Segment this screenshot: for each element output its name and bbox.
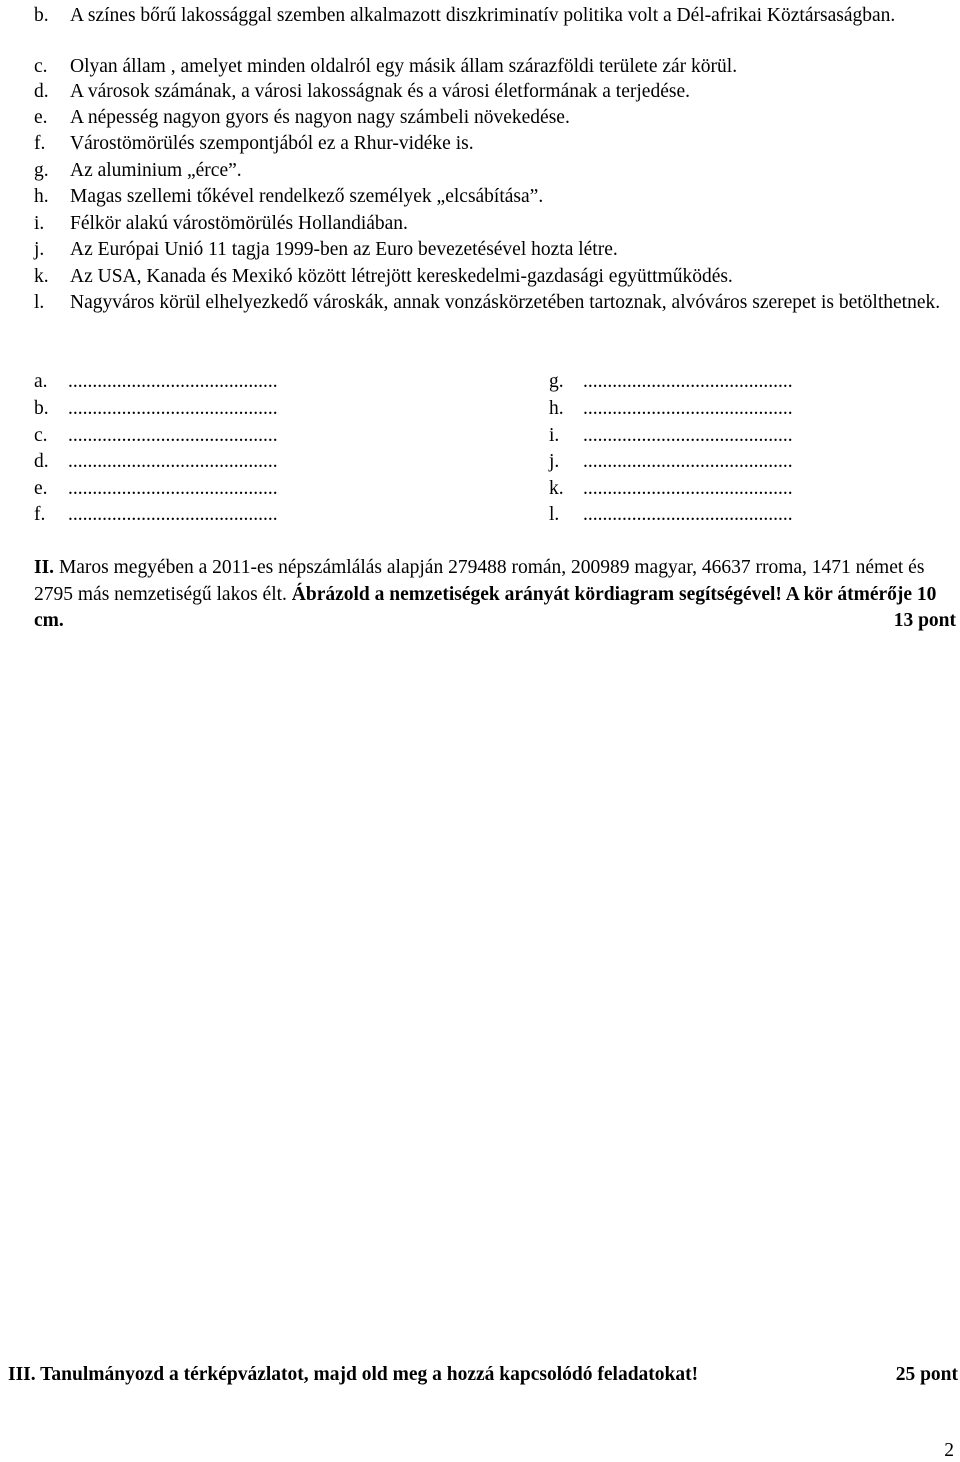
definition-item — [34, 131, 956, 158]
item-text: Az USA, Kanada és Mexikó között létrejött kereskedelmi-gazdasági együttműködés. — [70, 266, 733, 287]
answer-label: j. — [549, 451, 560, 472]
answer-dots: ........................................... — [583, 478, 793, 499]
item-label: j. — [34, 239, 45, 260]
section-2-instruction: Ábrázold a nemzetiségek arányát kördiagram segítségével! A kör átmérője 10 cm. — [34, 583, 937, 632]
answer-label: c. — [34, 425, 48, 446]
definition-item — [34, 79, 956, 106]
item-text: Magas szellemi tőkével rendelkező személyek „elcsábítása”. — [70, 186, 544, 207]
answer-dots: ........................................... — [583, 451, 793, 472]
section-3-task — [8, 1362, 958, 1388]
item-label: h. — [34, 186, 49, 207]
item-text: A népesség nagyon gyors és nagyon nagy számbeli növekedése. — [70, 107, 570, 128]
answer-blank[interactable] — [34, 423, 278, 450]
answer-blank[interactable] — [549, 423, 793, 450]
item-label: f. — [34, 133, 46, 154]
definition-item — [34, 211, 956, 238]
item-label: e. — [34, 107, 48, 128]
item-text: Olyan állam , amelyet minden oldalról egy másik állam szárazföldi területe zár körül. — [70, 56, 738, 77]
answer-label: i. — [549, 425, 560, 446]
answer-dots: ........................................... — [583, 504, 793, 525]
item-text: Nagyváros körül elhelyezkedő városkák, annak vonzáskörzetében tartoznak, alvóváros szerepet is betölthetnek. — [70, 292, 941, 313]
page-number: 2 — [944, 1440, 954, 1461]
answer-label: a. — [34, 371, 48, 392]
item-label: g. — [34, 160, 49, 181]
answer-dots: ........................................... — [68, 478, 278, 499]
answer-dots: ........................................... — [583, 398, 793, 419]
answer-dots: ........................................... — [583, 425, 793, 446]
item-text: A színes bőrű lakossággal szemben alkalmazott diszkriminatív politika volt a Dél-afrikai Köztársaságban. — [70, 5, 896, 26]
answer-label: h. — [549, 398, 564, 419]
item-label: b. — [34, 5, 49, 26]
answer-blank[interactable] — [549, 476, 793, 503]
definition-item — [34, 105, 956, 132]
answer-blank[interactable] — [549, 502, 793, 529]
section-2-text: Maros megyében a 2011-es népszámlálás alapján 279488 román, 200989 magyar, 46637 rroma, 1471 német és 2795 más nemzetiségű lakos élt. — [34, 557, 925, 605]
answer-blank[interactable] — [549, 369, 793, 396]
item-label: k. — [34, 266, 49, 287]
item-text: Várostömörülés szempontjából ez a Rhur-vidéke is. — [70, 133, 474, 154]
definition-item — [34, 184, 956, 211]
definition-item — [34, 264, 956, 291]
section-2-points: 13 pont — [893, 610, 956, 632]
item-label: d. — [34, 81, 49, 102]
section-3-points: 25 pont — [895, 1364, 958, 1385]
answer-dots: ........................................... — [68, 371, 278, 392]
answer-dots: ........................................... — [68, 451, 278, 472]
answer-blank[interactable] — [34, 502, 278, 529]
answer-blank[interactable] — [549, 396, 793, 423]
definition-item — [34, 290, 956, 317]
item-text: Az Európai Unió 11 tagja 1999-ben az Euro bevezetésével hozta létre. — [70, 239, 618, 260]
answer-dots: ........................................... — [583, 371, 793, 392]
answer-label: d. — [34, 451, 49, 472]
answer-blank[interactable] — [34, 476, 278, 503]
definition-item — [34, 3, 956, 30]
section-3-text: III. Tanulmányozd a térképvázlatot, majd old meg a hozzá kapcsolódó feladatokat! — [8, 1364, 699, 1385]
answer-label: f. — [34, 504, 46, 525]
definition-item — [34, 54, 956, 81]
answer-label: l. — [549, 504, 560, 525]
answer-label: b. — [34, 398, 49, 419]
item-text: Az aluminium „érce”. — [70, 160, 242, 181]
item-text: A városok számának, a városi lakosságnak és a városi életformának a terjedése. — [70, 81, 690, 102]
answer-blank[interactable] — [34, 369, 278, 396]
item-text: Félkör alakú várostömörülés Hollandiában. — [70, 213, 408, 234]
definition-item — [34, 158, 956, 185]
answer-dots: ........................................... — [68, 504, 278, 525]
item-label: i. — [34, 213, 45, 234]
answer-dots: ........................................... — [68, 425, 278, 446]
item-label: l. — [34, 292, 45, 313]
section-2-number: II. — [34, 557, 55, 578]
item-label: c. — [34, 56, 48, 77]
definition-item — [34, 237, 956, 264]
answer-blank[interactable] — [549, 449, 793, 476]
answer-label: e. — [34, 478, 48, 499]
answer-dots: ........................................... — [68, 398, 278, 419]
answer-label: g. — [549, 371, 564, 392]
answer-blank[interactable] — [34, 396, 278, 423]
section-2-task — [34, 555, 956, 635]
answer-blank[interactable] — [34, 449, 278, 476]
answer-label: k. — [549, 478, 564, 499]
